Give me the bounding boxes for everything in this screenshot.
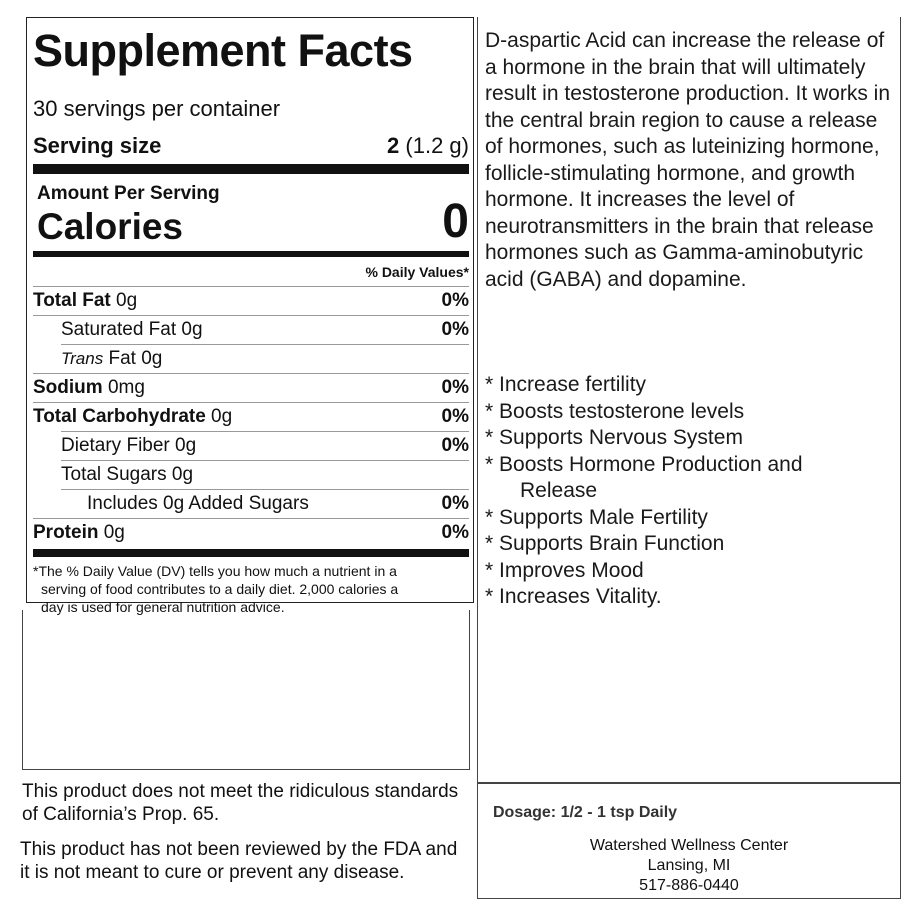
divider-medium xyxy=(33,251,469,257)
benefit-item: * Increases Vitality. xyxy=(485,585,662,608)
daily-value-footnote: *The % Daily Value (DV) tells you how much a nutrient in a serving of food contributes to a daily diet. 2,000 calories a day is used for general nutrition advice. xyxy=(33,563,399,615)
benefits-list xyxy=(485,372,895,611)
nutrient-row-saturated-fat: Saturated Fat 0g 0% xyxy=(33,315,469,344)
calories-value: 0 xyxy=(442,195,469,248)
benefit-continuation: Release xyxy=(520,479,598,502)
fda-disclaimer: This product has not been reviewed by the FDA and it is not meant to cure or prevent any disease. xyxy=(20,839,458,883)
daily-values-header: % Daily Values* xyxy=(365,264,469,280)
servings-per-container: 30 servings per container xyxy=(33,96,281,121)
benefit-item: * Supports Nervous System xyxy=(485,426,743,449)
nutrient-row-sodium: Sodium 0mg 0% xyxy=(33,373,469,402)
benefit-item: * Boosts Hormone Production and Release xyxy=(485,452,895,505)
divider-bottom xyxy=(33,549,469,557)
nutrient-dv: 0% xyxy=(441,406,469,427)
dosage-box xyxy=(477,783,901,899)
blank-label-area xyxy=(22,610,470,770)
serving-size-label: Serving size xyxy=(33,133,162,158)
dosage-text: Dosage: 1/2 - 1 tsp Daily xyxy=(493,804,678,821)
nutrient-row-dietary-fiber: Dietary Fiber 0g 0% xyxy=(33,431,469,460)
nutrient-rows xyxy=(33,286,469,547)
nutrient-row-total-sugars: Total Sugars 0g xyxy=(33,460,469,489)
nutrient-dv: 0% xyxy=(441,435,469,456)
nutrient-row-total-fat: Total Fat 0g 0% xyxy=(33,286,469,315)
business-name: Watershed Wellness Center xyxy=(589,837,789,854)
benefit-item: * Improves Mood xyxy=(485,558,644,582)
business-info xyxy=(478,836,900,896)
benefit-item: * Supports Male Fertility xyxy=(485,505,708,529)
nutrient-dv: 0% xyxy=(441,522,469,543)
nutrient-dv: 0% xyxy=(441,493,469,514)
facts-title: Supplement Facts xyxy=(33,25,413,76)
benefit-item: * Boosts testosterone levels xyxy=(485,399,745,423)
benefit-item: * Supports Brain Function xyxy=(485,532,725,555)
serving-size-row xyxy=(33,135,469,157)
prop65-disclaimer: This product does not meet the ridiculous standards of California’s Prop. 65. xyxy=(22,781,459,825)
benefit-item: * Increase fertility xyxy=(485,373,647,396)
product-description: D-aspartic Acid can increase the release of a hormone in the brain that will ultimately result in testosterone production. It works in the central brain region to cause a release of hormones, such as luteinizing hormone, follicle-stimulating hormone, and growth hormone. It increases the level of neurotransmitters in the brain that release hormones such as Gamma-aminobutyric acid (GABA) and dopamine. xyxy=(485,29,891,291)
nutrient-row-trans-fat: Trans Fat 0g xyxy=(33,344,469,373)
serving-size-amount: (1.2 g) xyxy=(405,133,469,158)
nutrient-dv: 0% xyxy=(441,290,469,311)
divider-thick xyxy=(33,164,469,174)
serving-size-value xyxy=(387,135,469,157)
supplement-facts-panel xyxy=(26,17,474,615)
business-city: Lansing, MI xyxy=(647,857,731,874)
nutrient-row-added-sugars: Includes 0g Added Sugars 0% xyxy=(33,489,469,518)
nutrient-row-protein: Protein 0g 0% xyxy=(33,518,469,547)
calories-label: Calories xyxy=(37,206,184,247)
serving-size-count: 2 xyxy=(387,133,400,158)
nutrient-row-total-carbohydrate: Total Carbohydrate 0g 0% xyxy=(33,402,469,431)
nutrient-dv: 0% xyxy=(441,319,469,340)
amount-per-serving: Amount Per Serving xyxy=(37,183,220,204)
business-phone: 517-886-0440 xyxy=(639,877,739,894)
nutrient-dv: 0% xyxy=(441,377,469,398)
